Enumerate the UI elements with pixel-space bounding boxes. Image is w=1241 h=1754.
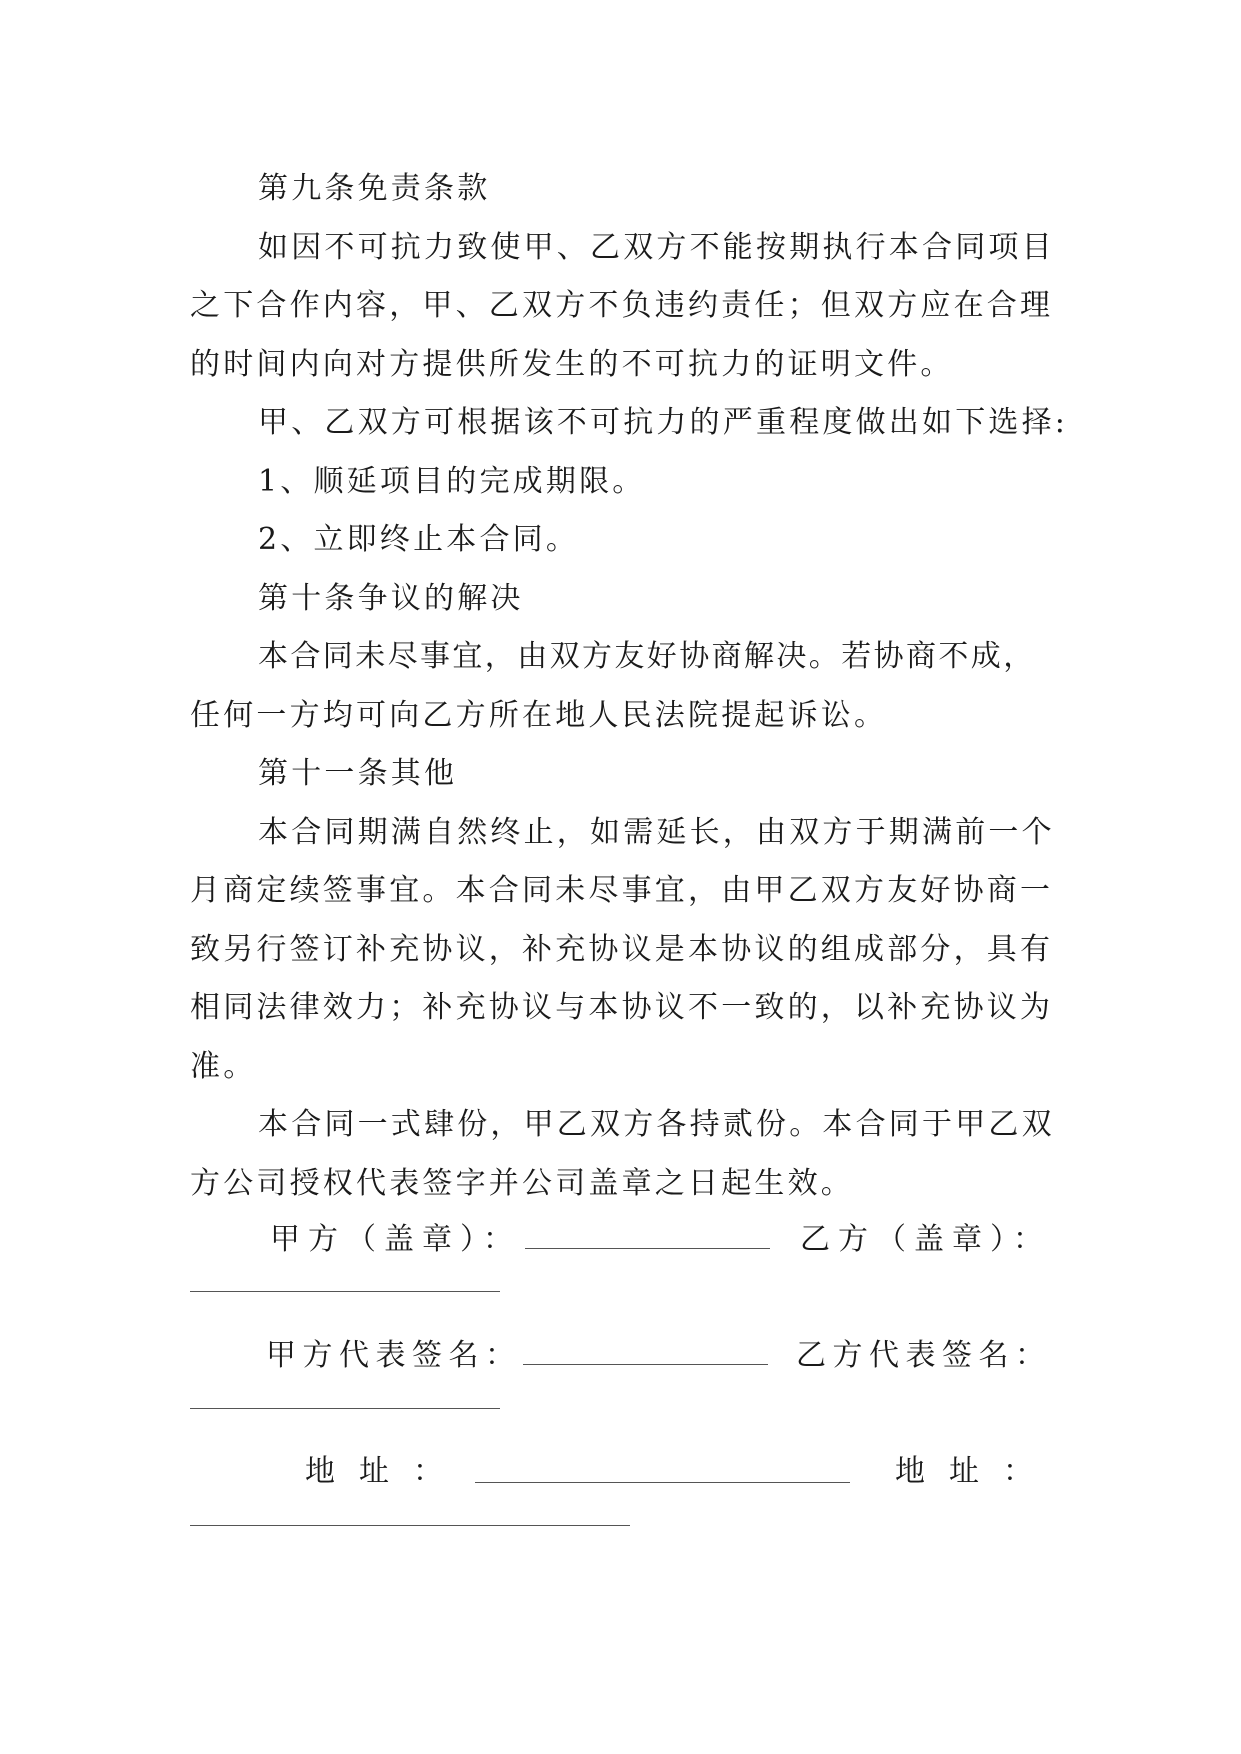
clause-11-text-line-5: 准。: [190, 1048, 257, 1084]
clause-10-text-line-2: 任何一方均可向乙方所在地人民法院提起诉讼。: [190, 697, 888, 733]
representative-row: [190, 1330, 1060, 1373]
party-b-seal-line[interactable]: [190, 1291, 500, 1292]
clause-9-heading: 第九条免责条款: [258, 171, 491, 206]
address-row: [190, 1446, 1060, 1489]
party-b-address-label: 地址：: [895, 1454, 1057, 1489]
clause-11-heading: 第十一条其他: [258, 756, 458, 791]
copies-text-line-1: 本合同一式肆份，甲乙双方各持贰份。本合同于甲乙双: [258, 1107, 1055, 1142]
copies-text-line-2: 方公司授权代表签字并公司盖章之日起生效。: [190, 1165, 854, 1201]
contract-body: [190, 160, 1069, 1213]
clause-9-text-line-3: 的时间内向对方提供所发生的不可抗力的证明文件。: [190, 346, 954, 382]
clause-10-text-line-1: 本合同未尽事宜，由双方友好协商解决。若协商不成，: [258, 639, 1036, 674]
party-b-seal-label: 乙方（盖章）：: [800, 1222, 1051, 1257]
clause-9-text-line-2: 之下合作内容，甲、乙双方不负违约责任；但双方应在合理: [190, 288, 1054, 323]
seal-row: [190, 1214, 1060, 1257]
clause-9-options-intro: 甲、乙双方可根据该不可抗力的严重程度做出如下选择:: [258, 405, 1069, 440]
party-a-seal-line[interactable]: [525, 1248, 770, 1249]
party-a-seal-label: 甲方（盖章）：: [270, 1222, 521, 1257]
party-a-rep-label: 甲方代表签名：: [266, 1338, 522, 1373]
party-b-rep-label: 乙方代表签名：: [796, 1338, 1052, 1373]
party-a-address-line[interactable]: [475, 1482, 850, 1483]
clause-9-option-1: 1、顺延项目的完成期限。: [258, 463, 646, 499]
clause-11-text-line-4: 相同法律效力；补充协议与本协议不一致的，以补充协议为: [190, 990, 1054, 1025]
party-a-address-label: 地址：: [305, 1454, 467, 1489]
clause-9-option-2: 2、立即终止本合同。: [258, 522, 580, 557]
clause-11-text-line-1: 本合同期满自然终止，如需延长，由双方于期满前一个: [258, 814, 1055, 850]
party-b-rep-line[interactable]: [190, 1408, 500, 1409]
party-b-address-line[interactable]: [190, 1525, 630, 1526]
party-a-rep-line[interactable]: [523, 1364, 768, 1365]
clause-11-text-line-3: 致另行签订补充协议，补充协议是本协议的组成部分，具有: [190, 931, 1054, 967]
clause-9-text-line-1: 如因不可抗力致使甲、乙双方不能按期执行本合同项目: [258, 229, 1055, 265]
clause-10-heading: 第十条争议的解决: [258, 580, 524, 616]
clause-11-text-line-2: 月商定续签事宜。本合同未尽事宜，由甲乙双方友好协商一: [190, 873, 1054, 908]
